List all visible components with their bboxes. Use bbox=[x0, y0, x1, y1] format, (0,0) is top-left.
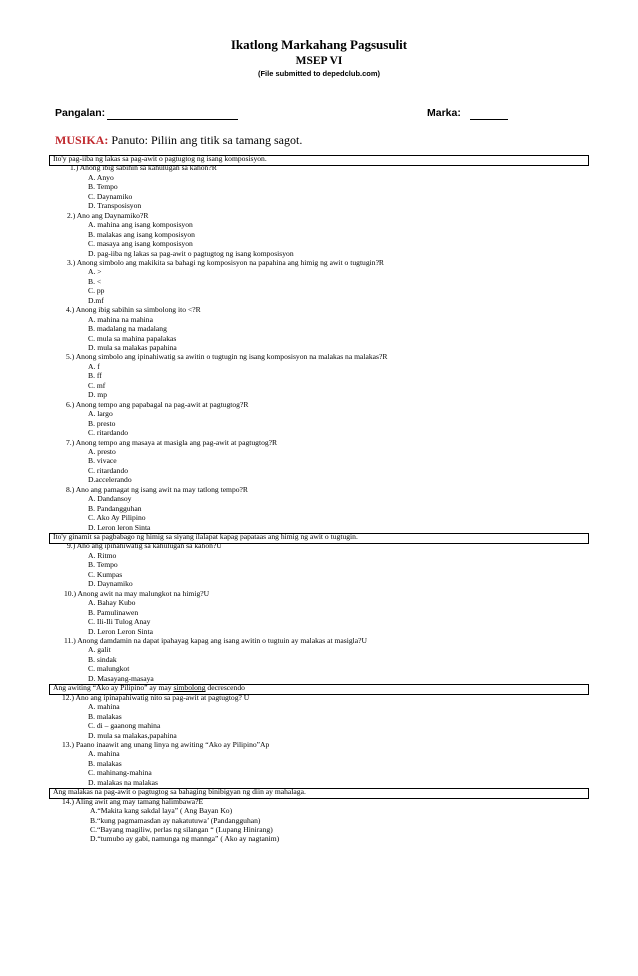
choice-2-a: A. mahina ang isang komposisyon bbox=[88, 220, 193, 230]
choice-13-c: C. mahinang-mahina bbox=[88, 768, 152, 778]
choice-3-c: C. pp bbox=[88, 286, 105, 296]
choice-3-d: D.mf bbox=[88, 295, 104, 305]
choice-5-d: D. mp bbox=[88, 390, 107, 400]
choice-1-d: D. Transposisyon bbox=[88, 201, 142, 211]
choice-10-c: C. Ili-Ili Tulog Anay bbox=[88, 617, 151, 627]
choice-10-b: B. Pamulinawen bbox=[88, 607, 139, 617]
choice-9-a: A. Ritmo bbox=[88, 550, 117, 560]
choice-13-a: A. mahina bbox=[88, 749, 120, 759]
choice-12-d: D. mula sa malakas,papahina bbox=[88, 730, 177, 740]
choice-4-d: D. mula sa malakas papahina bbox=[88, 343, 177, 352]
choice-8-c: C. Ako Ay Pilipino bbox=[88, 513, 146, 523]
choice-4-c: C. mula sa mahina papalakas bbox=[88, 333, 177, 343]
question-8: 8.) Ano ang pamagat ng isang awit na may tatlong tempo?R bbox=[66, 484, 248, 494]
choice-14-a: A.“Makita kang sakdal laya” ( Ang Bayan Ko) bbox=[90, 806, 233, 816]
question-3: 3.) Anong simbolo ang makikita sa bahagi ng komposisyon na papahina ang himig ng awit o tugtugin?R bbox=[67, 257, 384, 267]
question-13: 13.) Paano inaawit ang unang linya ng awiting “Ako ay Pilipino”Ap bbox=[62, 739, 270, 749]
choice-14-b: B.“kung pagmamasdan ay nakatutuwa’ (Pandangguhan) bbox=[90, 815, 261, 825]
question-7: 7.) Anong tempo ang masaya at masigla ang pag-awit at pagtugtog?R bbox=[66, 437, 278, 447]
choice-11-a: A. galit bbox=[88, 645, 111, 655]
definition-suffix: decrescendo bbox=[205, 683, 245, 693]
choice-4-a: A. mahina na mahina bbox=[88, 314, 153, 324]
choice-5-b: B. ff bbox=[88, 371, 102, 381]
section-label: MUSIKA: bbox=[55, 133, 109, 147]
question-14: 14.) Aling awit ang may tamang halimbawa?E bbox=[62, 796, 204, 806]
choice-7-a: A. presto bbox=[88, 446, 116, 456]
choice-11-c: C. malungkot bbox=[88, 664, 130, 674]
choice-7-b: B. vivace bbox=[88, 456, 117, 466]
question-5: 5.) Anong simbolo ang ipinahiwatig sa awitin o tugtugin ng isang komposisyon na malakas na malakas?R bbox=[66, 352, 388, 362]
choice-13-b: B. malakas bbox=[88, 758, 122, 768]
score-label: Marka: bbox=[427, 107, 461, 119]
choice-2-b: B. malakas ang isang komposisyon bbox=[88, 229, 195, 239]
choice-13-d: D. malakas na malakas bbox=[88, 777, 159, 787]
choice-1-c: C. Daynamiko bbox=[88, 191, 133, 201]
choice-9-c: C. Kumpas bbox=[88, 569, 123, 579]
name-label: Pangalan: bbox=[55, 107, 106, 119]
choice-12-c: C. di – gaanong mahina bbox=[88, 721, 161, 730]
definition-text bbox=[53, 683, 245, 693]
question-10: 10.) Anong awit na may malungkot na himig?U bbox=[64, 588, 210, 598]
choice-9-d: D. Daynamiko bbox=[88, 579, 133, 589]
definition-text: Ito'y ginamit sa pagbabago ng himig sa siyang ilalapat kapag papataas ang himig ng awit o tugtugin. bbox=[53, 532, 358, 541]
choice-8-b: B. Pandangguhan bbox=[88, 503, 142, 513]
choice-9-b: B. Tempo bbox=[88, 560, 118, 570]
definition-text: Ito'y pag-iiba ng lakas sa pag-awit o pagtugtog ng isang komposisyon. bbox=[53, 154, 267, 163]
choice-6-b: B. presto bbox=[88, 418, 116, 428]
choice-8-a: A. Dandansoy bbox=[88, 494, 132, 504]
choice-6-a: A. largo bbox=[88, 409, 113, 419]
question-4: 4.) Anong ibig sabihin sa simbolong ito <?R bbox=[66, 305, 201, 315]
definition-prefix: Ang awiting “Ako ay Pilipino” ay may bbox=[53, 683, 174, 693]
choice-4-b: B. madalang na madalang bbox=[88, 324, 167, 334]
choice-5-a: A. f bbox=[88, 361, 100, 371]
source-note: (File submitted to depedclub.com) bbox=[257, 69, 381, 78]
question-12: 12.) Ano ang ipinapahiwatig nito sa pag-awit at pagtugtog? U bbox=[62, 692, 250, 702]
choice-7-c: C. ritardando bbox=[88, 465, 129, 475]
question-11: 11.) Anong damdamin na dapat ipahayag kapag ang isang awitin o tugtuin ay malakas at masigla?U bbox=[64, 636, 367, 645]
exam-subject: MSEP VI bbox=[295, 55, 343, 67]
choice-6-c: C. ritardando bbox=[88, 428, 129, 437]
choice-11-b: B. sindak bbox=[88, 654, 117, 664]
choice-1-b: B. Tempo bbox=[88, 182, 118, 192]
definition-text: Ang malakas na pag-awit o pagtugtog sa bahaging binibigyan ng diin ay mahalaga. bbox=[53, 787, 306, 797]
choice-8-d: D. Leron leron Sinta bbox=[88, 522, 151, 532]
question-1: 1.) Anong ibig sabihin sa kahulugan sa kahon?R bbox=[70, 163, 217, 173]
question-2: 2.) Ano ang Daynamiko?R bbox=[67, 210, 149, 220]
instruction-text: Panuto: Piliin ang titik sa tamang sagot. bbox=[111, 133, 303, 147]
question-9: 9.) Ano ang ipinahiwatig sa kahulugan sa kahon?U bbox=[67, 541, 222, 551]
choice-3-b: B. < bbox=[88, 276, 102, 286]
choice-1-a: A. Anyo bbox=[88, 172, 114, 182]
choice-10-a: A. Bahay Kubo bbox=[88, 598, 136, 608]
choice-14-d: D.“tumubo ay gabi, namunga ng mannga” ( Ako ay nagtanim) bbox=[90, 834, 280, 844]
choice-12-a: A. mahina bbox=[88, 702, 120, 712]
choice-7-d: D.accelerando bbox=[88, 475, 132, 485]
choice-2-d: D. pag-iiba ng lakas sa pag-awit o pagtugtog ng isang komposisyon bbox=[88, 248, 294, 258]
choice-3-a: A. > bbox=[88, 267, 102, 277]
exam-title: Ikatlong Markahang Pagsusulit bbox=[230, 37, 408, 52]
choice-10-d: D. Leron Leron Sinta bbox=[88, 626, 153, 636]
choice-5-c: C. mf bbox=[88, 380, 106, 390]
choice-11-d: D. Masayang-masaya bbox=[88, 673, 154, 683]
choice-14-c: C.“Bayang magiliw, perlas ng silangan “ (Lupang Hinirang) bbox=[90, 825, 273, 834]
choice-2-c: C. masaya ang isang komposisyon bbox=[88, 239, 193, 248]
choice-12-b: B. malakas bbox=[88, 711, 122, 721]
question-6: 6.) Anong tempo ang papabagal na pag-awit at pagtugtog?R bbox=[66, 399, 249, 409]
definition-underlined: simbolong bbox=[173, 683, 206, 693]
